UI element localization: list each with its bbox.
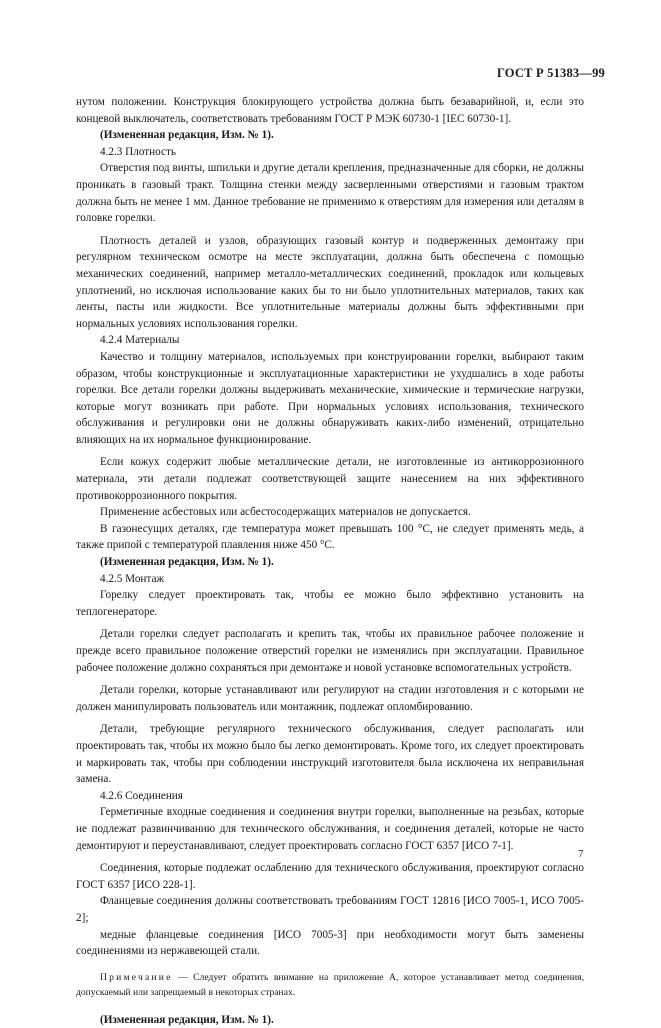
note-label: Примечание <box>100 971 173 983</box>
paragraph: Горелку следует проектировать так, чтобы ее можно было эффективно установить на теплогенераторе. <box>76 589 584 618</box>
paragraph: Соединения, которые подлежат ослаблению для технического обслуживания, проектируют согласно ГОСТ 6357 [ИСО 228-1]. <box>76 862 584 891</box>
page-number: 7 <box>578 848 584 860</box>
paragraph: Качество и толщину материалов, используемых при конструировании горелки, выбирают таким образом, чтобы конструкционные и эксплуатационные характеристики не ухудшались в ходе работы горелки. Все детали горелки должны выдерживать механические, химические и термические нагрузки, которые могут возникать при работе. При нормальных условиях использования, технического обслуживания и регулировки они не должны обнаруживать каких-либо изменений, отрицательно влияющих на их нормальное функционирование. <box>76 350 584 446</box>
amendment-note: (Измененная редакция, Изм. № 1). <box>100 1013 274 1026</box>
paragraph: Отверстия под винты, шпильки и другие детали крепления, предназначенные для сборки, не должны проникать в газовый тракт. Толщина стенки между засверленными отверстиями и газовым трактом должна быть не менее 1 мм. Данное требование не применимо к отверстиям для измерения или деталям в головке горелки. <box>76 162 584 225</box>
paragraph: Если кожух содержит любые металлические детали, не изготовленные из антикоррозионного материала, эти детали подлежат соответствующей защите нанесением на них эффективного противокоррозионного покрытия. <box>76 456 584 502</box>
paragraph: Плотность деталей и узлов, образующих газовый контур и подверженных демонтажу при регулярном техническом осмотре на месте эксплуатации, должна быть обеспечена с помощью механических соединений, например металло-металлических соединений, прокладок или кольцевых уплотнений, но исключая использование каких бы то ни было уплотнительных материалов, таких как ленты, пасты или жидкости. Все уплотнительные материалы должны быть эффективными при нормальных условиях использования горелки. <box>76 234 584 330</box>
section-heading-4-2-5: 4.2.5 Монтаж <box>100 572 165 585</box>
note-text: — Следует обратить внимание на приложение А, которое устанавливает метод соединения, допускаемый или запрещаемый в некоторых странах. <box>76 971 584 998</box>
amendment-note: (Измененная редакция, Изм. № 1). <box>100 129 274 142</box>
paragraph: медные фланцевые соединения [ИСО 7005-3] при необходимости могут быть заменены соединениями из нержавеющей стали. <box>76 928 584 958</box>
paragraph: Детали горелки следует располагать и крепить так, чтобы их правильное рабочее положение и прежде всего правильное положение отверстий горелки не изменялись при эксплуатации. Правильное рабочее положение должно сохраняться при демонтаже и новой установке вспомогательных устройств. <box>76 628 584 674</box>
section-heading-4-2-4: 4.2.4 Материалы <box>100 334 180 347</box>
paragraph: В газонесущих деталях, где температура может превышать 100 °С, не следует применять медь, а также припой с температурой плавления ниже 450 °С. <box>76 522 584 552</box>
amendment-note: (Измененная редакция, Изм. № 1). <box>100 556 274 569</box>
section-heading-4-2-3: 4.2.3 Плотность <box>100 145 176 158</box>
paragraph: Детали горелки, которые устанавливают или регулируют на стадии изготовления и с которыми не должен манипулировать пользователь или монтажник, подлежат опломбированию. <box>76 684 584 713</box>
paragraph: Герметичные входные соединения и соединения внутри горелки, выполненные на резьбах, которые не подлежат развинчиванию для технического обслуживания, и соединения деталей, которые не часто демонтируют и переустанавливают, следует проектировать согласно ГОСТ 6357 [ИСО 7-1]. <box>76 806 584 852</box>
paragraph-continuation: нутом положении. Конструкция блокирующего устройства должна быть безаварийной, и, если это концевой выключатель, соответствовать требованиям ГОСТ Р МЭК 60730-1 [IEC 60730-1]. <box>76 96 584 125</box>
paragraph: Применение асбестовых или асбестосодержащих материалов не допускается. <box>100 506 471 519</box>
section-heading-4-2-6: 4.2.6 Соединения <box>100 789 183 802</box>
document-body <box>76 94 584 1028</box>
note <box>76 970 584 1000</box>
paragraph: Фланцевые соединения должны соответствовать требованиям ГОСТ 12816 [ИСО 7005-1, ИСО 7005-2]; <box>76 895 584 924</box>
paragraph: Детали, требующие регулярного технического обслуживания, следует располагать или проектировать так, чтобы их можно было бы легко демонтировать. Кроме того, их следует проектировать и маркировать так, чтобы при соблюдении инструкций изготовителя была исключена их неправильная замена. <box>76 723 584 786</box>
document-number-header: ГОСТ Р 51383—99 <box>496 66 605 80</box>
